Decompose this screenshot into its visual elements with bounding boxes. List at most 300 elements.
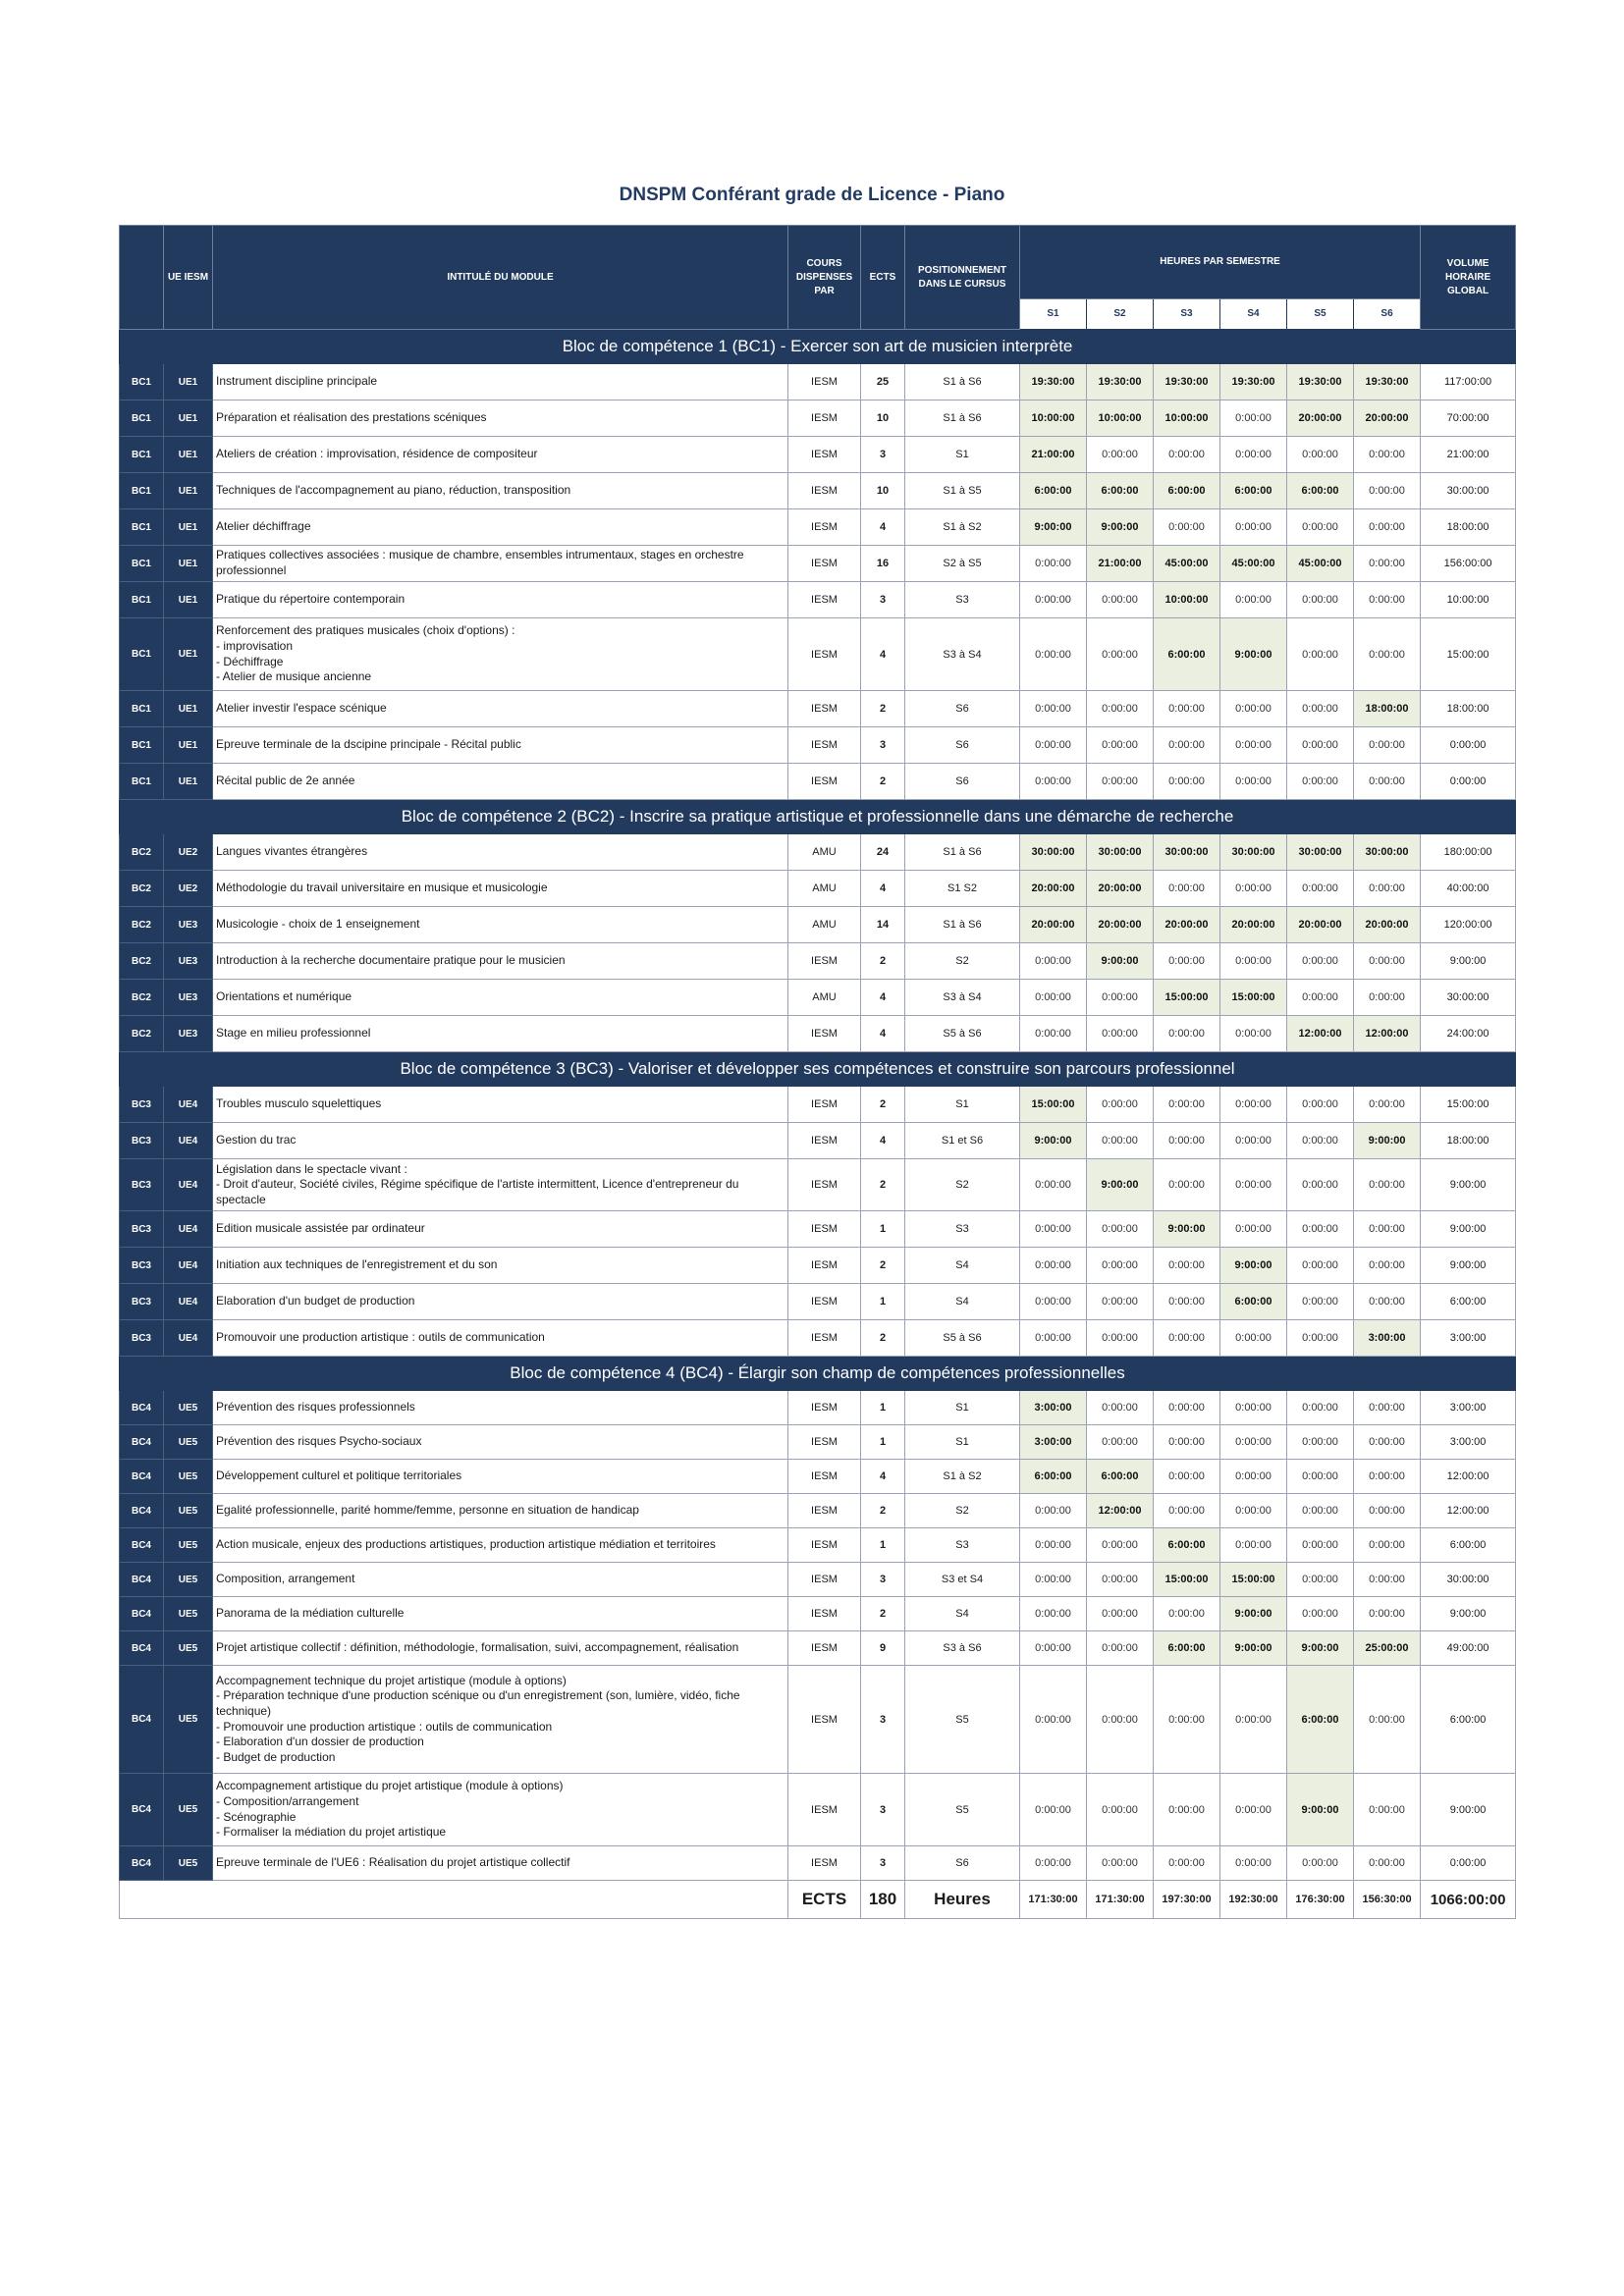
semester-hours: 9:00:00 — [1154, 1211, 1220, 1248]
header-position: POSITIONNEMENT DANS LE CURSUS — [905, 226, 1020, 330]
ue-code: UE5 — [164, 1597, 213, 1631]
semester-hours: 9:00:00 — [1087, 509, 1154, 546]
semester-hours: 0:00:00 — [1287, 1087, 1354, 1123]
ects-value: 4 — [861, 1123, 905, 1159]
positionnement: S1 à S6 — [905, 834, 1020, 871]
semester-hours: 0:00:00 — [1354, 1597, 1421, 1631]
ue-code: UE5 — [164, 1774, 213, 1846]
semester-hours: 0:00:00 — [1220, 437, 1287, 473]
semester-hours: 6:00:00 — [1154, 1528, 1220, 1563]
semester-hours: 0:00:00 — [1020, 980, 1087, 1016]
bc-code: BC4 — [120, 1528, 164, 1563]
semester-hours: 20:00:00 — [1087, 871, 1154, 907]
semester-hours: 0:00:00 — [1020, 1528, 1087, 1563]
table-row — [120, 509, 1516, 546]
semester-hours: 30:00:00 — [1220, 834, 1287, 871]
semester-hours: 0:00:00 — [1354, 473, 1421, 509]
semester-hours: 0:00:00 — [1020, 1248, 1087, 1284]
bc-code: BC1 — [120, 546, 164, 582]
positionnement: S2 — [905, 943, 1020, 980]
cours-dispenses: IESM — [788, 1597, 861, 1631]
header-volume: VOLUME HORAIRE GLOBAL — [1421, 226, 1516, 330]
bc-code: BC4 — [120, 1631, 164, 1666]
semester-hours: 18:00:00 — [1354, 691, 1421, 727]
block-title: Bloc de compétence 3 (BC3) - Valoriser et développer ses compétences et construire son parcours professionnel — [120, 1052, 1516, 1087]
ue-code: UE1 — [164, 764, 213, 800]
semester-hours: 20:00:00 — [1220, 907, 1287, 943]
table-row — [120, 1774, 1516, 1846]
hours-total-label: Heures — [905, 1881, 1020, 1919]
cours-dispenses: IESM — [788, 364, 861, 400]
semester-hours: 0:00:00 — [1020, 1016, 1087, 1052]
table-row — [120, 834, 1516, 871]
semester-hours: 0:00:00 — [1354, 1666, 1421, 1774]
ects-value: 2 — [861, 1087, 905, 1123]
semester-hours: 0:00:00 — [1220, 1666, 1287, 1774]
semester-hours: 0:00:00 — [1354, 1284, 1421, 1320]
bc-code: BC2 — [120, 1016, 164, 1052]
semester-hours: 10:00:00 — [1154, 400, 1220, 437]
semester-hours: 0:00:00 — [1087, 1284, 1154, 1320]
table-row — [120, 1123, 1516, 1159]
cours-dispenses: IESM — [788, 473, 861, 509]
ects-value: 1 — [861, 1284, 905, 1320]
ue-code: UE5 — [164, 1631, 213, 1666]
ects-value: 3 — [861, 582, 905, 618]
semester-hours: 0:00:00 — [1020, 1211, 1087, 1248]
bc-code: BC4 — [120, 1666, 164, 1774]
module-label: Introduction à la recherche documentaire pratique pour le musicien — [213, 943, 788, 980]
volume-total: 3:00:00 — [1421, 1425, 1516, 1460]
semester-hours: 0:00:00 — [1287, 1846, 1354, 1881]
volume-total: 117:00:00 — [1421, 364, 1516, 400]
volume-total: 12:00:00 — [1421, 1494, 1516, 1528]
ects-value: 3 — [861, 1563, 905, 1597]
semester-hours: 0:00:00 — [1020, 691, 1087, 727]
volume-total: 3:00:00 — [1421, 1391, 1516, 1425]
bc-code: BC1 — [120, 437, 164, 473]
positionnement: S1 à S2 — [905, 1460, 1020, 1494]
bc-code: BC4 — [120, 1460, 164, 1494]
semester-hours: 0:00:00 — [1354, 1460, 1421, 1494]
header-heures: HEURES PAR SEMESTRE — [1020, 226, 1421, 299]
table-row — [120, 400, 1516, 437]
ects-value: 9 — [861, 1631, 905, 1666]
semester-hours: 0:00:00 — [1087, 437, 1154, 473]
semester-hours: 0:00:00 — [1354, 727, 1421, 764]
table-row — [120, 1563, 1516, 1597]
grand-total: 1066:00:00 — [1421, 1881, 1516, 1919]
semester-hours: 0:00:00 — [1020, 1597, 1087, 1631]
cours-dispenses: AMU — [788, 834, 861, 871]
positionnement: S1 — [905, 1391, 1020, 1425]
ects-value: 25 — [861, 364, 905, 400]
volume-total: 0:00:00 — [1421, 1846, 1516, 1881]
semester-hours: 0:00:00 — [1220, 509, 1287, 546]
positionnement: S2 — [905, 1494, 1020, 1528]
ects-value: 4 — [861, 618, 905, 691]
semester-hours: 0:00:00 — [1354, 1494, 1421, 1528]
volume-total: 9:00:00 — [1421, 1211, 1516, 1248]
semester-hours: 25:00:00 — [1354, 1631, 1421, 1666]
semester-hours: 21:00:00 — [1020, 437, 1087, 473]
positionnement: S3 à S6 — [905, 1631, 1020, 1666]
cours-dispenses: IESM — [788, 1774, 861, 1846]
semester-hours: 0:00:00 — [1354, 1087, 1421, 1123]
semester-hours: 0:00:00 — [1154, 1597, 1220, 1631]
semester-hours: 9:00:00 — [1220, 1248, 1287, 1284]
volume-total: 24:00:00 — [1421, 1016, 1516, 1052]
module-label: Projet artistique collectif : définition, méthodologie, formalisation, suivi, accompagnement, réalisation — [213, 1631, 788, 1666]
semester-hours: 15:00:00 — [1154, 1563, 1220, 1597]
cours-dispenses: IESM — [788, 1563, 861, 1597]
semester-hours: 0:00:00 — [1020, 1846, 1087, 1881]
semester-hours: 0:00:00 — [1354, 1159, 1421, 1211]
volume-total: 9:00:00 — [1421, 1248, 1516, 1284]
table-row — [120, 437, 1516, 473]
cours-dispenses: IESM — [788, 1391, 861, 1425]
ue-code: UE1 — [164, 364, 213, 400]
bc-code: BC2 — [120, 834, 164, 871]
semester-hours: 0:00:00 — [1354, 871, 1421, 907]
semester-hours: 0:00:00 — [1220, 1425, 1287, 1460]
positionnement: S4 — [905, 1284, 1020, 1320]
ue-code: UE1 — [164, 400, 213, 437]
semester-hours: 9:00:00 — [1087, 943, 1154, 980]
cours-dispenses: IESM — [788, 1460, 861, 1494]
ue-code: UE4 — [164, 1320, 213, 1357]
table-row — [120, 1284, 1516, 1320]
module-label: Stage en milieu professionnel — [213, 1016, 788, 1052]
ue-code: UE1 — [164, 582, 213, 618]
bc-code: BC1 — [120, 509, 164, 546]
semester-total: 171:30:00 — [1020, 1881, 1087, 1919]
cours-dispenses: IESM — [788, 1425, 861, 1460]
module-label: Promouvoir une production artistique : outils de communication — [213, 1320, 788, 1357]
semester-header: S5 — [1287, 299, 1354, 330]
positionnement: S1 et S6 — [905, 1123, 1020, 1159]
positionnement: S5 — [905, 1666, 1020, 1774]
ue-code: UE1 — [164, 546, 213, 582]
ects-value: 4 — [861, 980, 905, 1016]
module-label: Préparation et réalisation des prestations scéniques — [213, 400, 788, 437]
semester-hours: 0:00:00 — [1087, 1087, 1154, 1123]
positionnement: S1 à S6 — [905, 907, 1020, 943]
ects-value: 3 — [861, 1666, 905, 1774]
ue-code: UE4 — [164, 1248, 213, 1284]
semester-hours: 0:00:00 — [1354, 764, 1421, 800]
semester-hours: 0:00:00 — [1220, 1123, 1287, 1159]
cours-dispenses: IESM — [788, 1087, 861, 1123]
totals-row — [120, 1881, 1516, 1919]
table-row — [120, 1159, 1516, 1211]
semester-hours: 0:00:00 — [1354, 618, 1421, 691]
module-label: Instrument discipline principale — [213, 364, 788, 400]
semester-hours: 0:00:00 — [1354, 546, 1421, 582]
cours-dispenses: IESM — [788, 1211, 861, 1248]
block-title-row — [120, 1052, 1516, 1087]
ue-code: UE1 — [164, 618, 213, 691]
header-bc — [120, 226, 164, 330]
block-title-row — [120, 330, 1516, 364]
semester-hours: 0:00:00 — [1287, 618, 1354, 691]
module-label: Accompagnement technique du projet artistique (module à options) - Préparation technique d'une production scénique ou d'un enregistrement (son, lumière, vidéo, fiche technique) - Promouvoir une production artistique : outils de communication - Elaboration d'un dossier de production - Budget de production — [213, 1666, 788, 1774]
table-row — [120, 943, 1516, 980]
module-label: Développement culturel et politique territoriales — [213, 1460, 788, 1494]
semester-hours: 0:00:00 — [1220, 1159, 1287, 1211]
volume-total: 18:00:00 — [1421, 509, 1516, 546]
semester-hours: 0:00:00 — [1287, 1159, 1354, 1211]
positionnement: S5 à S6 — [905, 1320, 1020, 1357]
table-row — [120, 1631, 1516, 1666]
positionnement: S6 — [905, 727, 1020, 764]
module-label: Techniques de l'accompagnement au piano, réduction, transposition — [213, 473, 788, 509]
semester-hours: 0:00:00 — [1220, 727, 1287, 764]
bc-code: BC4 — [120, 1597, 164, 1631]
ue-code: UE4 — [164, 1087, 213, 1123]
semester-hours: 0:00:00 — [1087, 618, 1154, 691]
semester-hours: 0:00:00 — [1087, 582, 1154, 618]
semester-hours: 19:30:00 — [1020, 364, 1087, 400]
ue-code: UE5 — [164, 1528, 213, 1563]
ue-code: UE5 — [164, 1391, 213, 1425]
bc-code: BC3 — [120, 1087, 164, 1123]
semester-hours: 0:00:00 — [1220, 1391, 1287, 1425]
cours-dispenses: IESM — [788, 1846, 861, 1881]
semester-total: 197:30:00 — [1154, 1881, 1220, 1919]
bc-code: BC1 — [120, 400, 164, 437]
ects-value: 2 — [861, 1159, 905, 1211]
semester-hours: 3:00:00 — [1020, 1391, 1087, 1425]
table-row — [120, 980, 1516, 1016]
module-label: Récital public de 2e année — [213, 764, 788, 800]
semester-hours: 9:00:00 — [1354, 1123, 1421, 1159]
positionnement: S3 et S4 — [905, 1563, 1020, 1597]
semester-hours: 0:00:00 — [1154, 1016, 1220, 1052]
semester-hours: 0:00:00 — [1220, 1087, 1287, 1123]
semester-hours: 0:00:00 — [1087, 1846, 1154, 1881]
ects-value: 4 — [861, 1016, 905, 1052]
table-row — [120, 618, 1516, 691]
positionnement: S1 — [905, 1425, 1020, 1460]
block-title: Bloc de compétence 2 (BC2) - Inscrire sa pratique artistique et professionnelle dans une démarche de recherche — [120, 800, 1516, 834]
header-cours: COURS DISPENSES PAR — [788, 226, 861, 330]
module-label: Législation dans le spectacle vivant : - Droit d'auteur, Société civiles, Régime spécifique de l'artiste intermittent, Licence d'entrepreneur du spectacle — [213, 1159, 788, 1211]
semester-hours: 0:00:00 — [1354, 437, 1421, 473]
volume-total: 3:00:00 — [1421, 1320, 1516, 1357]
bc-code: BC1 — [120, 618, 164, 691]
semester-hours: 0:00:00 — [1287, 1123, 1354, 1159]
semester-hours: 0:00:00 — [1287, 1460, 1354, 1494]
volume-total: 15:00:00 — [1421, 618, 1516, 691]
semester-hours: 15:00:00 — [1154, 980, 1220, 1016]
semester-hours: 0:00:00 — [1287, 582, 1354, 618]
semester-hours: 0:00:00 — [1287, 727, 1354, 764]
ects-value: 14 — [861, 907, 905, 943]
semester-hours: 0:00:00 — [1154, 1494, 1220, 1528]
ue-code: UE3 — [164, 943, 213, 980]
semester-hours: 9:00:00 — [1220, 1631, 1287, 1666]
semester-hours: 0:00:00 — [1287, 1528, 1354, 1563]
positionnement: S2 — [905, 1159, 1020, 1211]
semester-hours: 0:00:00 — [1220, 582, 1287, 618]
ects-value: 3 — [861, 727, 905, 764]
semester-hours: 0:00:00 — [1354, 943, 1421, 980]
positionnement: S3 à S4 — [905, 980, 1020, 1016]
semester-hours: 19:30:00 — [1354, 364, 1421, 400]
ects-value: 2 — [861, 691, 905, 727]
bc-code: BC3 — [120, 1123, 164, 1159]
semester-hours: 45:00:00 — [1287, 546, 1354, 582]
semester-hours: 0:00:00 — [1154, 1159, 1220, 1211]
semester-hours: 0:00:00 — [1087, 1248, 1154, 1284]
totals-spacer — [120, 1881, 788, 1919]
ects-value: 1 — [861, 1211, 905, 1248]
ects-value: 16 — [861, 546, 905, 582]
cours-dispenses: IESM — [788, 437, 861, 473]
table-row — [120, 1460, 1516, 1494]
semester-hours: 0:00:00 — [1154, 1425, 1220, 1460]
semester-hours: 0:00:00 — [1220, 1460, 1287, 1494]
semester-hours: 0:00:00 — [1154, 1391, 1220, 1425]
semester-hours: 0:00:00 — [1087, 1597, 1154, 1631]
semester-hours: 0:00:00 — [1287, 1391, 1354, 1425]
table-row — [120, 907, 1516, 943]
semester-hours: 6:00:00 — [1087, 1460, 1154, 1494]
volume-total: 30:00:00 — [1421, 980, 1516, 1016]
curriculum-table — [119, 225, 1516, 1919]
semester-hours: 20:00:00 — [1087, 907, 1154, 943]
ue-code: UE3 — [164, 1016, 213, 1052]
module-label: Egalité professionnelle, parité homme/femme, personne en situation de handicap — [213, 1494, 788, 1528]
positionnement: S4 — [905, 1248, 1020, 1284]
ue-code: UE1 — [164, 509, 213, 546]
ue-code: UE1 — [164, 437, 213, 473]
positionnement: S1 à S5 — [905, 473, 1020, 509]
positionnement: S2 à S5 — [905, 546, 1020, 582]
semester-hours: 9:00:00 — [1220, 618, 1287, 691]
ects-value: 2 — [861, 1494, 905, 1528]
bc-code: BC4 — [120, 1391, 164, 1425]
bc-code: BC2 — [120, 907, 164, 943]
bc-code: BC3 — [120, 1320, 164, 1357]
semester-hours: 20:00:00 — [1020, 871, 1087, 907]
table-row — [120, 764, 1516, 800]
table-row — [120, 1016, 1516, 1052]
semester-hours: 0:00:00 — [1154, 1774, 1220, 1846]
module-label: Troubles musculo squelettiques — [213, 1087, 788, 1123]
semester-hours: 30:00:00 — [1354, 834, 1421, 871]
positionnement: S4 — [905, 1597, 1020, 1631]
volume-total: 70:00:00 — [1421, 400, 1516, 437]
semester-hours: 0:00:00 — [1354, 1563, 1421, 1597]
volume-total: 12:00:00 — [1421, 1460, 1516, 1494]
semester-hours: 12:00:00 — [1087, 1494, 1154, 1528]
bc-code: BC3 — [120, 1248, 164, 1284]
semester-hours: 0:00:00 — [1020, 618, 1087, 691]
semester-hours: 0:00:00 — [1154, 1123, 1220, 1159]
table-row — [120, 691, 1516, 727]
page-title: DNSPM Conférant grade de Licence - Piano — [619, 185, 1005, 205]
semester-hours: 15:00:00 — [1220, 1563, 1287, 1597]
semester-hours: 0:00:00 — [1020, 546, 1087, 582]
cours-dispenses: IESM — [788, 1159, 861, 1211]
header-ects: ECTS — [861, 226, 905, 330]
semester-header: S4 — [1220, 299, 1287, 330]
semester-hours: 10:00:00 — [1154, 582, 1220, 618]
semester-hours: 21:00:00 — [1087, 546, 1154, 582]
volume-total: 9:00:00 — [1421, 1774, 1516, 1846]
bc-code: BC2 — [120, 943, 164, 980]
module-label: Atelier déchiffrage — [213, 509, 788, 546]
block-title: Bloc de compétence 1 (BC1) - Exercer son art de musicien interprète — [120, 330, 1516, 364]
ue-code: UE5 — [164, 1563, 213, 1597]
semester-hours: 0:00:00 — [1154, 871, 1220, 907]
positionnement: S1 à S2 — [905, 509, 1020, 546]
table-row — [120, 1666, 1516, 1774]
semester-hours: 19:30:00 — [1287, 364, 1354, 400]
cours-dispenses: AMU — [788, 980, 861, 1016]
semester-hours: 6:00:00 — [1287, 473, 1354, 509]
semester-hours: 6:00:00 — [1220, 473, 1287, 509]
volume-total: 9:00:00 — [1421, 1597, 1516, 1631]
ue-code: UE5 — [164, 1666, 213, 1774]
positionnement: S6 — [905, 764, 1020, 800]
semester-hours: 0:00:00 — [1220, 400, 1287, 437]
semester-hours: 9:00:00 — [1020, 509, 1087, 546]
semester-hours: 0:00:00 — [1287, 691, 1354, 727]
semester-hours: 0:00:00 — [1287, 509, 1354, 546]
positionnement: S3 — [905, 1211, 1020, 1248]
bc-code: BC4 — [120, 1425, 164, 1460]
positionnement: S1 à S6 — [905, 400, 1020, 437]
positionnement: S6 — [905, 691, 1020, 727]
semester-hours: 19:30:00 — [1220, 364, 1287, 400]
semester-hours: 30:00:00 — [1020, 834, 1087, 871]
semester-hours: 0:00:00 — [1020, 1666, 1087, 1774]
table-row — [120, 582, 1516, 618]
positionnement: S1 S2 — [905, 871, 1020, 907]
volume-total: 6:00:00 — [1421, 1666, 1516, 1774]
bc-code: BC3 — [120, 1284, 164, 1320]
table-row — [120, 871, 1516, 907]
semester-hours: 0:00:00 — [1087, 727, 1154, 764]
semester-hours: 0:00:00 — [1154, 1087, 1220, 1123]
table-row — [120, 1211, 1516, 1248]
ects-value: 2 — [861, 943, 905, 980]
semester-hours: 0:00:00 — [1020, 1494, 1087, 1528]
module-label: Orientations et numérique — [213, 980, 788, 1016]
volume-total: 18:00:00 — [1421, 691, 1516, 727]
cours-dispenses: AMU — [788, 907, 861, 943]
module-label: Epreuve terminale de l'UE6 : Réalisation du projet artistique collectif — [213, 1846, 788, 1881]
volume-total: 30:00:00 — [1421, 473, 1516, 509]
semester-hours: 0:00:00 — [1354, 1248, 1421, 1284]
table-row — [120, 1846, 1516, 1881]
block-title-row — [120, 800, 1516, 834]
semester-hours: 0:00:00 — [1287, 1284, 1354, 1320]
cours-dispenses: IESM — [788, 1494, 861, 1528]
semester-hours: 0:00:00 — [1087, 764, 1154, 800]
positionnement: S1 — [905, 1087, 1020, 1123]
semester-hours: 0:00:00 — [1220, 1528, 1287, 1563]
semester-hours: 0:00:00 — [1087, 1391, 1154, 1425]
table-row — [120, 1248, 1516, 1284]
semester-hours: 0:00:00 — [1020, 582, 1087, 618]
ue-code: UE1 — [164, 691, 213, 727]
module-label: Pratiques collectives associées : musique de chambre, ensembles intrumentaux, stages en orchestre professionnel — [213, 546, 788, 582]
semester-hours: 0:00:00 — [1087, 1016, 1154, 1052]
